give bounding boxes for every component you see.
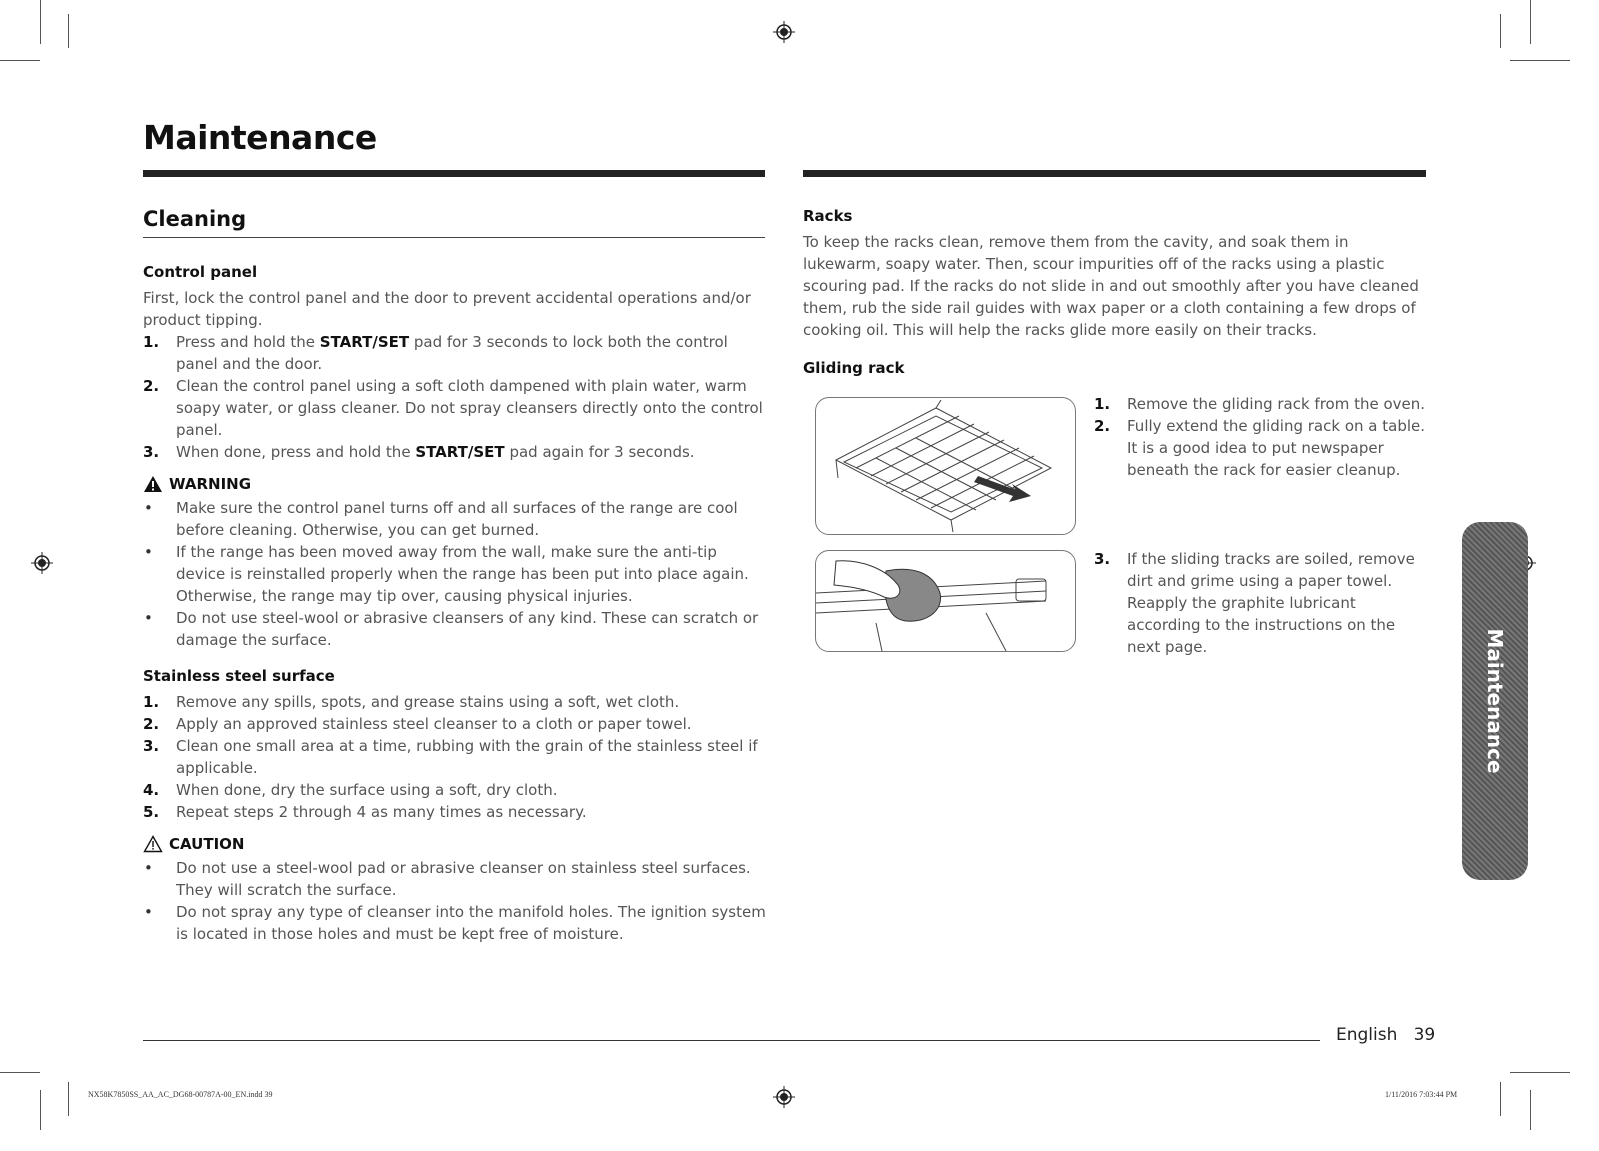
gliding-steps-a [1094, 393, 1434, 481]
control-panel-intro: First, lock the control panel and the door to prevent accidental operations and/or product tipping. [143, 289, 751, 329]
side-tab [1462, 522, 1528, 880]
list-item: 2. Apply an approved stainless steel cleanser to a cloth or paper towel. [143, 715, 692, 733]
list-item: 5. Repeat steps 2 through 4 as many times as necessary. [143, 803, 587, 821]
gliding-heading: Gliding rack [803, 359, 905, 377]
list-item: 3. When done, press and hold the START/SET pad again for 3 seconds. [143, 443, 695, 461]
list-item: • If the range has been moved away from the wall, make sure the anti-tip device is reinstalled properly when the range has been put into place again. Otherwise, the range may tip over, causing physical injuries. [144, 543, 749, 605]
stainless-heading: Stainless steel surface [143, 667, 335, 685]
list-item: 4. When done, dry the surface using a soft, dry cloth. [143, 781, 558, 799]
stainless-steps [143, 691, 768, 823]
warning-icon [143, 475, 163, 493]
warning-heading: WARNING [143, 475, 768, 493]
crop-mark [0, 60, 40, 61]
registration-mark-icon [773, 1086, 795, 1108]
list-item: • Make sure the control panel turns off and all surfaces of the range are cool before cleaning. Otherwise, you can get burned. [144, 499, 738, 539]
rack-image [816, 398, 1075, 534]
crop-mark [40, 1090, 41, 1130]
crop-mark [40, 0, 41, 44]
title-bar-left [143, 170, 765, 177]
control-panel-steps [143, 331, 768, 463]
registration-mark-icon [773, 21, 795, 43]
list-item: 2. Clean the control panel using a soft cloth dampened with plain water, warm soapy water, or glass cleaner. Do not spray cleansers directly onto the control panel. [143, 377, 763, 439]
crop-mark [1530, 0, 1531, 44]
footer-label [1336, 1025, 1435, 1045]
crop-mark [68, 14, 69, 48]
crop-mark [1500, 14, 1501, 48]
list-item: 1. Press and hold the START/SET pad for 3 seconds to lock both the control panel and the door. [143, 333, 728, 373]
caution-heading: CAUTION [143, 835, 768, 853]
list-item: 3. If the sliding tracks are soiled, remove dirt and grime using a paper towel. Reapply the graphite lubricant according to the instructions on the next page. [1094, 550, 1415, 656]
side-tab-label: Maintenance [1483, 628, 1507, 774]
gliding-rack-illustration [815, 397, 1076, 535]
racks-heading: Racks [803, 207, 853, 225]
list-item: 1. Remove the gliding rack from the oven. [1094, 395, 1426, 413]
gliding-steps-b [1094, 548, 1419, 658]
slug-date: 1/11/2016 7:03:44 PM [1385, 1090, 1458, 1099]
section-rule [143, 237, 765, 238]
footer-rule [143, 1040, 1320, 1041]
crop-mark [68, 1082, 69, 1116]
registration-mark-icon [31, 552, 53, 574]
list-item: • Do not use steel-wool or abrasive cleansers of any kind. These can scratch or damage the surface. [144, 609, 759, 649]
caution-list [143, 857, 768, 945]
crop-mark [1530, 1090, 1531, 1130]
page-title: Maintenance [143, 118, 377, 157]
control-panel-heading: Control panel [143, 263, 258, 281]
page-number: 39 [1413, 1025, 1436, 1045]
caution-icon [143, 835, 163, 853]
crop-mark [0, 1072, 40, 1073]
list-item: 2. Fully extend the gliding rack on a table. It is a good idea to put newspaper beneath the rack for easier cleanup. [1094, 417, 1426, 479]
title-bar-right [803, 170, 1426, 177]
list-item: 3. Clean one small area at a time, rubbing with the grain of the stainless steel if applicable. [143, 737, 758, 777]
track-cleaning-illustration [815, 550, 1076, 652]
list-item: • Do not spray any type of cleanser into the manifold holes. The ignition system is located in those holes and must be kept free of moisture. [144, 903, 766, 943]
warning-list [143, 497, 768, 651]
list-item: 1. Remove any spills, spots, and grease stains using a soft, wet cloth. [143, 693, 680, 711]
racks-section [803, 207, 1428, 377]
left-column [143, 263, 768, 945]
list-item: • Do not use a steel-wool pad or abrasive cleanser on stainless steel surfaces. They will scratch the surface. [144, 859, 751, 899]
footer-language: English [1336, 1025, 1398, 1045]
slug-file: NX58K7850SS_AA_AC_DG68-00787A-00_EN.indd 39 [88, 1090, 273, 1099]
crop-mark [1500, 1082, 1501, 1116]
crop-mark [1510, 1072, 1570, 1073]
section-heading-cleaning: Cleaning [143, 207, 247, 231]
track-image [816, 551, 1075, 651]
racks-text: To keep the racks clean, remove them from the cavity, and soak them in lukewarm, soapy water. Then, scour impurities off of the racks using a plastic scouring pad. If the racks do not slide in and out smoothly after you have cleaned them, rub the side rail guides with wax paper or a cloth containing a few drops of cooking oil. This will help the racks glide more easily on their tracks. [803, 233, 1419, 339]
crop-mark [1510, 60, 1570, 61]
